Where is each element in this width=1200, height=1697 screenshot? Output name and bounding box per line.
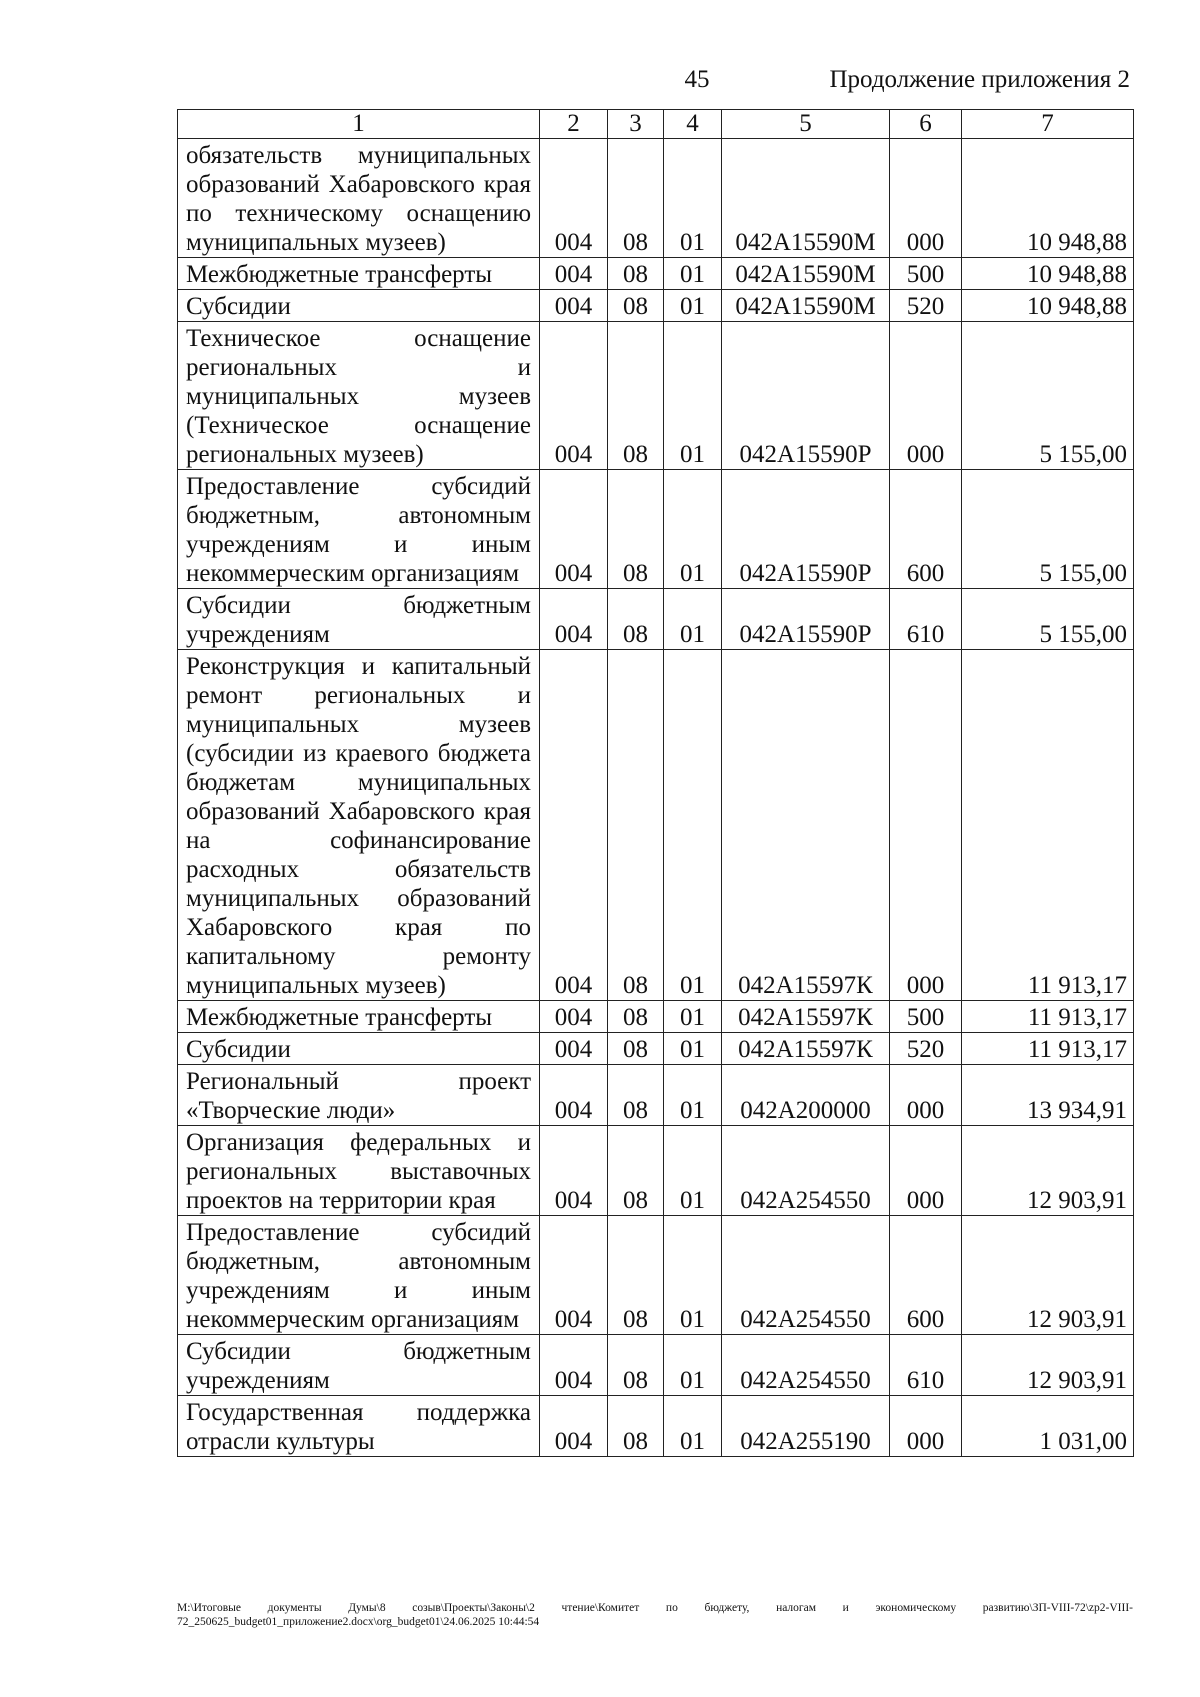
target-article-code-cell: 042A254550 [722, 1335, 890, 1396]
expense-type-code-cell: 500 [890, 1001, 962, 1033]
target-article-code-cell: 042A15590М [722, 290, 890, 322]
amount-cell: 5 155,00 [962, 589, 1134, 650]
amount-cell: 10 948,88 [962, 139, 1134, 258]
header-cell: 1 [178, 110, 540, 139]
ministry-code-cell: 004 [540, 1033, 608, 1065]
subsection-code-cell: 01 [664, 1126, 722, 1216]
subsection-code-cell: 01 [664, 650, 722, 1001]
table-row [178, 1396, 1134, 1457]
table-row [178, 1335, 1134, 1396]
table-row [178, 1216, 1134, 1335]
section-code-cell: 08 [608, 470, 664, 589]
amount-cell: 5 155,00 [962, 322, 1134, 470]
expense-type-code-cell: 610 [890, 1335, 962, 1396]
section-code-cell: 08 [608, 290, 664, 322]
table-row [178, 1033, 1134, 1065]
target-article-code-cell: 042A15590М [722, 139, 890, 258]
ministry-code-cell: 004 [540, 139, 608, 258]
section-code-cell: 08 [608, 1001, 664, 1033]
amount-cell: 11 913,17 [962, 650, 1134, 1001]
table-header-row [178, 110, 1134, 139]
item-name-cell: Субсидии [178, 1033, 540, 1065]
target-article-code-cell: 042A15597К [722, 650, 890, 1001]
table-row [178, 290, 1134, 322]
ministry-code-cell: 004 [540, 290, 608, 322]
subsection-code-cell: 01 [664, 1335, 722, 1396]
section-code-cell: 08 [608, 589, 664, 650]
header-cell: 6 [890, 110, 962, 139]
expense-type-code-cell: 000 [890, 322, 962, 470]
expense-type-code-cell: 600 [890, 470, 962, 589]
table-row [178, 1001, 1134, 1033]
target-article-code-cell: 042A254550 [722, 1216, 890, 1335]
document-path-footer: М:\Итоговые документы Думы\8 созыв\Проекты\Законы\2 чтение\Комитет по бюджету, налогам и экономическому развитию\ЗП-VIII-72\zp2-VIII-72_250625_budget01_приложение2.docx\org_budget01\24.06.2025 10:44:54 [177, 1602, 1133, 1628]
header-cell: 4 [664, 110, 722, 139]
amount-cell: 5 155,00 [962, 470, 1134, 589]
amount-cell: 11 913,17 [962, 1033, 1134, 1065]
subsection-code-cell: 01 [664, 1065, 722, 1126]
subsection-code-cell: 01 [664, 1001, 722, 1033]
header-cell: 5 [722, 110, 890, 139]
item-name-cell: Субсидии бюджетным учреждениям [178, 589, 540, 650]
table-row [178, 139, 1134, 258]
item-name-cell: Региональный проект «Творческие люди» [178, 1065, 540, 1126]
item-name-cell: Техническое оснащение региональных и муниципальных музеев (Техническое оснащение региональных музеев) [178, 322, 540, 470]
section-code-cell: 08 [608, 1216, 664, 1335]
table-row [178, 589, 1134, 650]
expense-type-code-cell: 520 [890, 290, 962, 322]
target-article-code-cell: 042A15590Р [722, 470, 890, 589]
target-article-code-cell: 042A15590М [722, 258, 890, 290]
expense-type-code-cell: 000 [890, 650, 962, 1001]
table-row [178, 470, 1134, 589]
target-article-code-cell: 042A15590Р [722, 589, 890, 650]
expense-type-code-cell: 520 [890, 1033, 962, 1065]
expense-type-code-cell: 000 [890, 139, 962, 258]
ministry-code-cell: 004 [540, 1065, 608, 1126]
section-code-cell: 08 [608, 650, 664, 1001]
table-row [178, 1126, 1134, 1216]
target-article-code-cell: 042A255190 [722, 1396, 890, 1457]
ministry-code-cell: 004 [540, 258, 608, 290]
item-name-cell: обязательств муниципальных образований Хабаровского края по техническому оснащению муниципальных музеев) [178, 139, 540, 258]
section-code-cell: 08 [608, 139, 664, 258]
section-code-cell: 08 [608, 1033, 664, 1065]
ministry-code-cell: 004 [540, 1335, 608, 1396]
subsection-code-cell: 01 [664, 258, 722, 290]
expense-type-code-cell: 500 [890, 258, 962, 290]
ministry-code-cell: 004 [540, 650, 608, 1001]
table-row [178, 650, 1134, 1001]
item-name-cell: Субсидии [178, 290, 540, 322]
target-article-code-cell: 042A200000 [722, 1065, 890, 1126]
amount-cell: 11 913,17 [962, 1001, 1134, 1033]
appendix-caption: Продолжение приложения 2 [829, 66, 1130, 93]
item-name-cell: Предоставление субсидий бюджетным, автономным учреждениям и иным некоммерческим организациям [178, 470, 540, 589]
item-name-cell: Межбюджетные трансферты [178, 258, 540, 290]
ministry-code-cell: 004 [540, 1396, 608, 1457]
item-name-cell: Межбюджетные трансферты [178, 1001, 540, 1033]
section-code-cell: 08 [608, 1065, 664, 1126]
amount-cell: 10 948,88 [962, 290, 1134, 322]
subsection-code-cell: 01 [664, 1396, 722, 1457]
amount-cell: 13 934,91 [962, 1065, 1134, 1126]
expense-type-code-cell: 000 [890, 1065, 962, 1126]
header-cell: 2 [540, 110, 608, 139]
ministry-code-cell: 004 [540, 1001, 608, 1033]
item-name-cell: Предоставление субсидий бюджетным, автономным учреждениям и иным некоммерческим организациям [178, 1216, 540, 1335]
page-number: 45 [684, 66, 710, 93]
subsection-code-cell: 01 [664, 1033, 722, 1065]
section-code-cell: 08 [608, 1396, 664, 1457]
item-name-cell: Организация федеральных и региональных выставочных проектов на территории края [178, 1126, 540, 1216]
section-code-cell: 08 [608, 1126, 664, 1216]
expense-type-code-cell: 000 [890, 1126, 962, 1216]
ministry-code-cell: 004 [540, 470, 608, 589]
expense-type-code-cell: 000 [890, 1396, 962, 1457]
section-code-cell: 08 [608, 322, 664, 470]
expense-type-code-cell: 600 [890, 1216, 962, 1335]
table-row [178, 1065, 1134, 1126]
item-name-cell: Субсидии бюджетным учреждениям [178, 1335, 540, 1396]
subsection-code-cell: 01 [664, 322, 722, 470]
subsection-code-cell: 01 [664, 589, 722, 650]
subsection-code-cell: 01 [664, 290, 722, 322]
ministry-code-cell: 004 [540, 1216, 608, 1335]
ministry-code-cell: 004 [540, 1126, 608, 1216]
target-article-code-cell: 042A15597К [722, 1033, 890, 1065]
amount-cell: 10 948,88 [962, 258, 1134, 290]
item-name-cell: Государственная поддержка отрасли культуры [178, 1396, 540, 1457]
amount-cell: 12 903,91 [962, 1126, 1134, 1216]
ministry-code-cell: 004 [540, 589, 608, 650]
table-row [178, 322, 1134, 470]
amount-cell: 12 903,91 [962, 1335, 1134, 1396]
target-article-code-cell: 042A15597К [722, 1001, 890, 1033]
section-code-cell: 08 [608, 258, 664, 290]
subsection-code-cell: 01 [664, 1216, 722, 1335]
header-cell: 7 [962, 110, 1134, 139]
item-name-cell: Реконструкция и капитальный ремонт региональных и муниципальных музеев (субсидии из краевого бюджета бюджетам муниципальных образований Хабаровского края на софинансирование расходных обязательств муниципальных образований Хабаровского края по капитальному ремонту муниципальных музеев) [178, 650, 540, 1001]
amount-cell: 1 031,00 [962, 1396, 1134, 1457]
target-article-code-cell: 042A15590Р [722, 322, 890, 470]
subsection-code-cell: 01 [664, 139, 722, 258]
subsection-code-cell: 01 [664, 470, 722, 589]
ministry-code-cell: 004 [540, 322, 608, 470]
header-cell: 3 [608, 110, 664, 139]
expense-type-code-cell: 610 [890, 589, 962, 650]
section-code-cell: 08 [608, 1335, 664, 1396]
amount-cell: 12 903,91 [962, 1216, 1134, 1335]
table-row [178, 258, 1134, 290]
budget-table [177, 109, 1134, 1457]
target-article-code-cell: 042A254550 [722, 1126, 890, 1216]
